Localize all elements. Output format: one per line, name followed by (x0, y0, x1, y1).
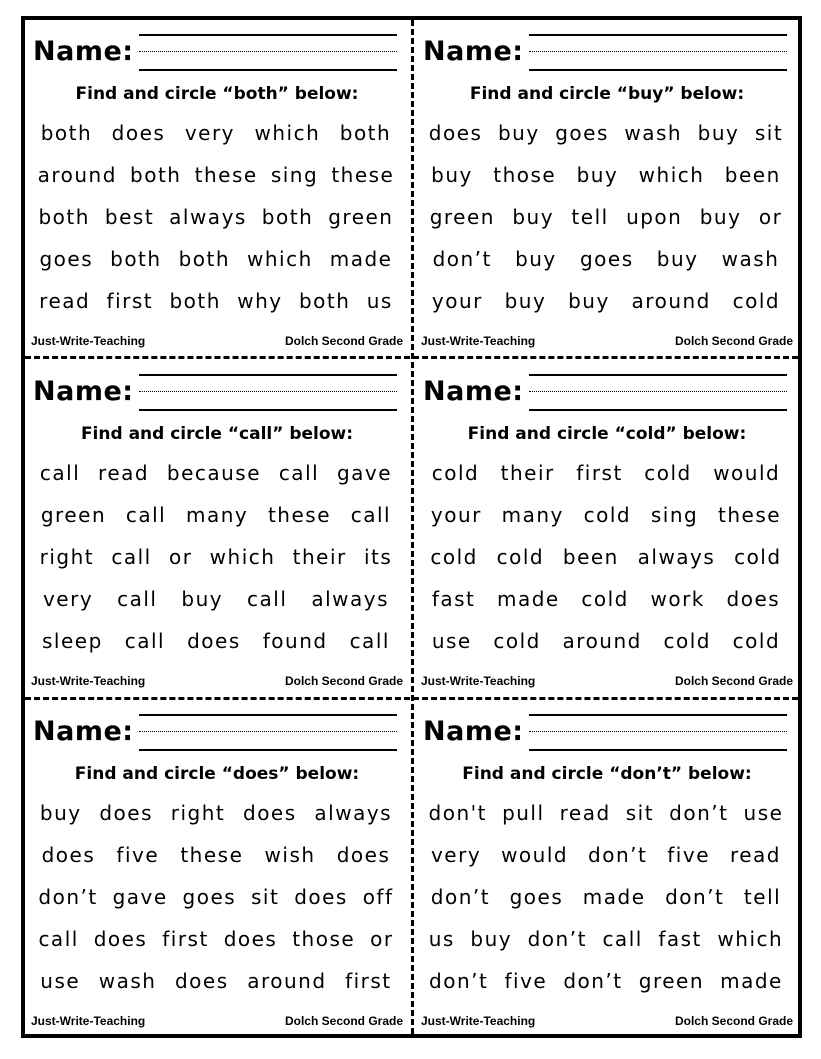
word-item[interactable]: or (758, 205, 783, 229)
word-item[interactable]: sleep (41, 629, 103, 653)
word-item[interactable]: work (650, 587, 705, 611)
word-item[interactable]: both (169, 289, 221, 313)
handwriting-top-line (529, 714, 787, 716)
footer-level: Dolch Second Grade (284, 674, 403, 688)
word-item[interactable]: first (162, 927, 209, 951)
word-item[interactable]: pull (502, 801, 545, 825)
word-item[interactable]: don’t (669, 801, 729, 825)
word-item[interactable]: made (497, 587, 560, 611)
word-item[interactable]: read (39, 289, 91, 313)
word-item[interactable]: does (174, 969, 229, 993)
word-item[interactable]: buy (431, 163, 473, 187)
footer-level: Dolch Second Grade (284, 1014, 403, 1028)
vertical-cut-line (411, 20, 414, 1034)
word-row (421, 918, 791, 960)
word-item[interactable]: buy (497, 121, 540, 145)
word-item[interactable]: does (726, 587, 781, 611)
word-row (31, 536, 401, 578)
word-item[interactable]: those (493, 163, 557, 187)
word-row (31, 452, 401, 494)
word-item[interactable]: five (116, 843, 160, 867)
word-item[interactable]: buy (697, 121, 740, 145)
footer-level: Dolch Second Grade (674, 334, 793, 348)
handwriting-midline (139, 51, 397, 52)
handwriting-baseline (139, 749, 397, 751)
footer-brand: Just-Write-Teaching (421, 334, 536, 348)
footer-brand: Just-Write-Teaching (421, 1014, 536, 1028)
word-item[interactable]: fast (431, 587, 476, 611)
horizontal-cut-line (25, 356, 798, 359)
word-item[interactable]: wash (624, 121, 683, 145)
word-item[interactable]: does (294, 885, 348, 909)
word-item[interactable]: sing (650, 503, 699, 527)
word-item[interactable]: call (111, 545, 152, 569)
word-item[interactable]: buy (512, 205, 555, 229)
handwriting-baseline (529, 409, 787, 411)
word-item[interactable]: don’t (588, 843, 648, 867)
instruction-text: Find and circle “call” below: (80, 424, 354, 444)
word-item[interactable]: your (430, 503, 482, 527)
word-item[interactable]: buy (515, 247, 557, 271)
word-item[interactable]: call (39, 461, 81, 485)
word-item[interactable]: first (345, 969, 392, 993)
word-item[interactable]: cold (663, 629, 711, 653)
word-item[interactable]: goes (182, 885, 237, 909)
word-item[interactable]: cold (732, 289, 781, 313)
word-row (31, 876, 401, 918)
word-item[interactable]: buy (576, 163, 619, 187)
word-item[interactable]: buy (181, 587, 224, 611)
handwriting-top-line (529, 34, 787, 36)
name-label: Name: (423, 376, 524, 407)
word-row (421, 280, 791, 322)
word-item[interactable]: call (124, 629, 166, 653)
word-grid (31, 452, 401, 662)
footer-brand: Just-Write-Teaching (31, 334, 146, 348)
word-item[interactable]: both (298, 289, 351, 313)
word-item[interactable]: don’t (429, 969, 489, 993)
word-row (421, 876, 791, 918)
instruction-text: Find and circle “buy” below: (469, 84, 745, 104)
word-item[interactable]: which (717, 927, 784, 951)
word-item[interactable]: been (562, 545, 619, 569)
instruction-text: Find and circle “does” below: (74, 764, 360, 784)
word-row (421, 154, 791, 196)
word-row (31, 834, 401, 876)
word-item[interactable]: cold (581, 587, 629, 611)
word-item[interactable]: always (314, 801, 393, 825)
name-label: Name: (33, 716, 134, 747)
word-item[interactable]: does (93, 927, 148, 951)
word-item[interactable]: off (362, 885, 394, 909)
word-row (31, 620, 401, 662)
name-writing-field[interactable] (139, 372, 397, 412)
word-item[interactable]: call (38, 927, 79, 951)
word-search-card-2 (415, 20, 799, 356)
handwriting-baseline (139, 409, 397, 411)
word-item[interactable]: which (209, 545, 276, 569)
word-row (31, 196, 401, 238)
word-item[interactable]: would (713, 461, 781, 485)
word-item[interactable]: because (166, 461, 262, 485)
word-item[interactable]: call (278, 461, 320, 485)
word-item[interactable]: wash (98, 969, 157, 993)
word-item[interactable]: use (743, 801, 784, 825)
word-item[interactable]: call (349, 629, 390, 653)
word-row (31, 918, 401, 960)
handwriting-top-line (139, 374, 397, 376)
word-item[interactable]: your (431, 289, 483, 313)
word-item[interactable]: these (331, 163, 395, 187)
handwriting-baseline (139, 69, 397, 71)
word-item[interactable]: don’t (432, 247, 492, 271)
word-item[interactable]: does (99, 801, 153, 825)
word-grid (421, 112, 791, 322)
name-row (33, 710, 399, 756)
word-item[interactable]: green (328, 205, 394, 229)
footer-brand: Just-Write-Teaching (31, 674, 146, 688)
instruction-text: Find and circle “both” below: (75, 84, 359, 104)
footer-level: Dolch Second Grade (284, 334, 403, 348)
name-row (33, 30, 399, 76)
word-search-card-3 (25, 360, 409, 696)
worksheet-page (21, 16, 802, 1038)
word-item[interactable]: very (184, 121, 236, 145)
word-item[interactable]: made (582, 885, 646, 909)
word-row (421, 960, 791, 1002)
word-item[interactable]: does (428, 121, 483, 145)
word-item[interactable]: best (104, 205, 155, 229)
word-search-card-4 (415, 360, 799, 696)
word-item[interactable]: goes (579, 247, 634, 271)
word-row (421, 578, 791, 620)
word-item[interactable]: wish (264, 843, 316, 867)
word-item[interactable]: its (364, 545, 393, 569)
word-item[interactable]: those (292, 927, 356, 951)
word-item[interactable]: buy (699, 205, 742, 229)
word-item[interactable]: many (185, 503, 249, 527)
word-row (31, 578, 401, 620)
word-item[interactable]: cold (496, 545, 545, 569)
word-item[interactable]: five (504, 969, 548, 993)
word-item[interactable]: these (194, 163, 258, 187)
name-label: Name: (33, 36, 134, 67)
word-item[interactable]: does (336, 843, 391, 867)
word-item[interactable]: read (729, 843, 781, 867)
word-search-card-5 (25, 700, 409, 1036)
word-item[interactable]: five (667, 843, 711, 867)
handwriting-midline (529, 51, 787, 52)
word-item[interactable]: use (40, 969, 81, 993)
word-row (31, 280, 401, 322)
word-item[interactable]: don’t (430, 885, 491, 909)
word-row (31, 960, 401, 1002)
word-item[interactable]: very (42, 587, 94, 611)
footer-brand: Just-Write-Teaching (31, 1014, 146, 1028)
word-item[interactable]: cold (644, 461, 692, 485)
word-item[interactable]: around (37, 163, 117, 187)
word-row (421, 536, 791, 578)
word-item[interactable]: been (724, 163, 781, 187)
name-writing-field[interactable] (529, 32, 787, 72)
word-item[interactable]: cold (430, 545, 478, 569)
word-item[interactable]: their (500, 461, 555, 485)
word-item[interactable]: which (254, 121, 321, 145)
word-item[interactable]: first (106, 289, 154, 313)
name-row (423, 370, 789, 416)
word-item[interactable]: sit (251, 885, 280, 909)
word-item[interactable]: green (429, 205, 495, 229)
word-row (31, 494, 401, 536)
word-item[interactable]: buy (656, 247, 699, 271)
word-item[interactable]: cold (431, 461, 480, 485)
name-writing-field[interactable] (139, 712, 397, 752)
handwriting-top-line (529, 374, 787, 376)
word-row (421, 792, 791, 834)
word-item[interactable]: wash (721, 247, 780, 271)
word-item[interactable]: don’t (563, 969, 623, 993)
word-item[interactable]: found (262, 629, 328, 653)
word-item[interactable]: don’t (527, 927, 587, 951)
word-item[interactable]: use (431, 629, 472, 653)
word-item[interactable]: very (430, 843, 482, 867)
name-writing-field[interactable] (529, 372, 787, 412)
name-row (423, 710, 789, 756)
handwriting-top-line (139, 34, 397, 36)
word-item[interactable]: gave (336, 461, 393, 485)
word-item[interactable]: cold (732, 629, 781, 653)
handwriting-midline (139, 391, 397, 392)
word-row (31, 112, 401, 154)
word-search-card-1 (25, 20, 409, 356)
word-item[interactable]: always (311, 587, 389, 611)
word-item[interactable]: buy (470, 927, 513, 951)
word-item[interactable]: these (718, 503, 782, 527)
handwriting-top-line (139, 714, 397, 716)
word-item[interactable]: always (637, 545, 716, 569)
word-item[interactable]: cold (493, 629, 541, 653)
word-item[interactable]: read (98, 461, 150, 485)
word-item[interactable]: these (267, 503, 331, 527)
word-grid (421, 452, 791, 662)
word-item[interactable]: both (339, 121, 392, 145)
word-item[interactable]: around (247, 969, 327, 993)
word-item[interactable]: right (39, 545, 95, 569)
handwriting-midline (529, 731, 787, 732)
footer-level: Dolch Second Grade (674, 1014, 793, 1028)
word-item[interactable]: sit (754, 121, 784, 145)
word-item[interactable]: always (169, 205, 247, 229)
word-item[interactable]: cold (734, 545, 782, 569)
word-item[interactable]: why (237, 289, 283, 313)
word-item[interactable]: both (110, 247, 162, 271)
word-item[interactable]: don’t (665, 885, 725, 909)
name-label: Name: (423, 36, 524, 67)
word-item[interactable]: made (720, 969, 783, 993)
word-item[interactable]: call (125, 503, 167, 527)
word-item[interactable]: both (38, 205, 90, 229)
word-grid (31, 112, 401, 322)
word-item[interactable]: tell (571, 205, 609, 229)
word-row (31, 154, 401, 196)
handwriting-midline (139, 731, 397, 732)
word-item[interactable]: sing (270, 163, 319, 187)
word-row (31, 792, 401, 834)
name-row (423, 30, 789, 76)
word-item[interactable]: buy (568, 289, 610, 313)
word-item[interactable]: buy (39, 801, 82, 825)
word-item[interactable]: buy (504, 289, 547, 313)
word-item[interactable]: or (168, 545, 193, 569)
instruction-text: Find and circle “cold” below: (467, 424, 747, 444)
word-item[interactable]: does (223, 927, 278, 951)
handwriting-baseline (529, 69, 787, 71)
word-item[interactable]: call (117, 587, 158, 611)
word-item[interactable]: right (170, 801, 226, 825)
word-row (421, 620, 791, 662)
word-item[interactable]: their (292, 545, 347, 569)
word-item[interactable]: both (178, 247, 231, 271)
word-item[interactable]: does (187, 629, 241, 653)
word-item[interactable]: sit (625, 801, 655, 825)
word-item[interactable]: would (501, 843, 569, 867)
word-item[interactable]: us (428, 927, 455, 951)
word-item[interactable]: these (180, 843, 244, 867)
word-item[interactable]: cold (583, 503, 632, 527)
word-item[interactable]: both (130, 163, 182, 187)
word-item[interactable]: which (638, 163, 705, 187)
word-row (31, 238, 401, 280)
word-grid (421, 792, 791, 1002)
word-grid (31, 792, 401, 1002)
word-item[interactable]: green (40, 503, 107, 527)
footer-brand: Just-Write-Teaching (421, 674, 536, 688)
word-item[interactable]: both (261, 205, 314, 229)
word-item[interactable]: many (501, 503, 564, 527)
word-search-card-6 (415, 700, 799, 1036)
word-row (421, 452, 791, 494)
word-item[interactable]: call (602, 927, 643, 951)
name-writing-field[interactable] (139, 32, 397, 72)
handwriting-midline (529, 391, 787, 392)
word-row (421, 494, 791, 536)
word-item[interactable]: does (111, 121, 166, 145)
word-item[interactable]: goes (555, 121, 609, 145)
word-item[interactable]: don’t (38, 885, 98, 909)
word-row (421, 196, 791, 238)
word-item[interactable]: made (329, 247, 393, 271)
word-item[interactable]: read (559, 801, 611, 825)
name-label: Name: (33, 376, 134, 407)
word-item[interactable]: fast (658, 927, 702, 951)
name-row (33, 370, 399, 416)
instruction-text: Find and circle “don’t” below: (462, 764, 752, 784)
word-item[interactable]: or (370, 927, 394, 951)
word-item[interactable]: call (350, 503, 392, 527)
word-item[interactable]: gave (112, 885, 168, 909)
word-item[interactable]: upon (626, 205, 683, 229)
word-row (421, 238, 791, 280)
word-item[interactable]: which (247, 247, 313, 271)
word-item[interactable]: does (41, 843, 96, 867)
word-item[interactable]: goes (509, 885, 564, 909)
word-item[interactable]: does (243, 801, 297, 825)
word-item[interactable]: both (40, 121, 93, 145)
name-writing-field[interactable] (529, 712, 787, 752)
word-item[interactable]: green (638, 969, 705, 993)
word-item[interactable]: call (247, 587, 288, 611)
word-item[interactable]: around (562, 629, 642, 653)
handwriting-baseline (529, 749, 787, 751)
word-row (421, 112, 791, 154)
word-item[interactable]: first (576, 461, 623, 485)
word-item[interactable]: tell (743, 885, 782, 909)
word-row (421, 834, 791, 876)
name-label: Name: (423, 716, 524, 747)
word-item[interactable]: goes (39, 247, 94, 271)
word-item[interactable]: us (366, 289, 393, 313)
footer-level: Dolch Second Grade (674, 674, 793, 688)
word-item[interactable]: around (631, 289, 711, 313)
word-item[interactable]: don't (428, 801, 487, 825)
